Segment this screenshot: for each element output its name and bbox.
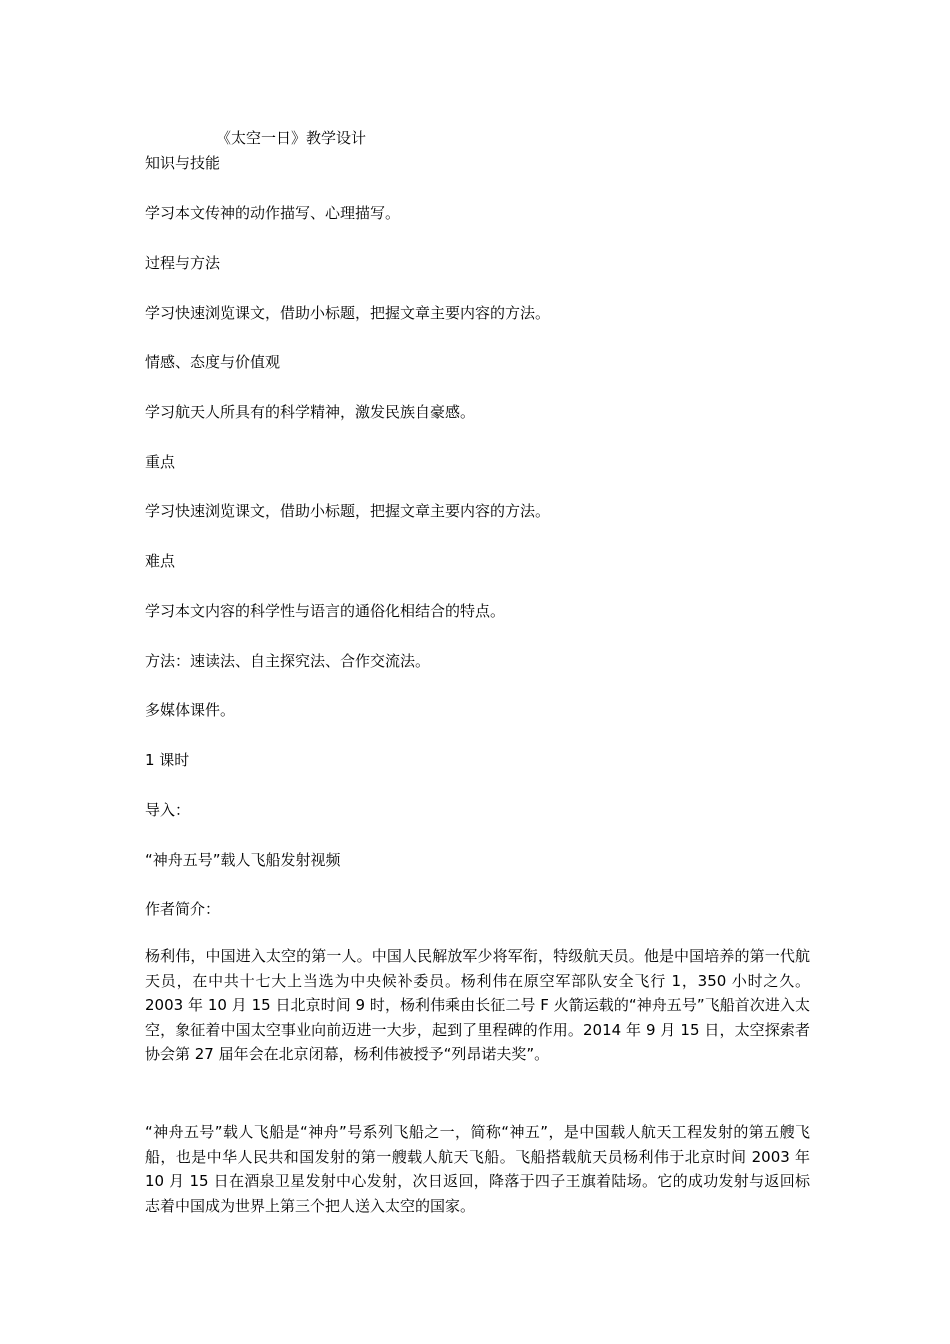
paragraph-shenzhou-five: “神舟五号”载人飞船是“神舟”号系列飞船之一，简称“神五”，是中国载人航天工程发射的第五艘飞船，也是中华人民共和国发射的第一艘载人航天飞船。飞船搭载航天员杨利伟于北京时间 2003 年 10 月 15 日在酒泉卫星发射中心发射，次日返回，降落于四子王旗着陆场。它的成功发射与返回标志着中国成为世界上第三个把人送入太空的国家。 (145, 1123, 810, 1215)
heading-author: 作者简介： (145, 900, 221, 918)
heading-intro: 导入： (145, 801, 191, 819)
text-line: 学习快速浏览课文，借助小标题，把握文章主要内容的方法。 (145, 502, 551, 520)
text-line: 学习本文内容的科学性与语言的通俗化相结合的特点。 (145, 602, 506, 620)
text-line: 方法：速读法、自主探究法、合作交流法。 (145, 652, 431, 670)
text-line: 1 课时 (145, 751, 190, 769)
heading-knowledge-skills: 知识与技能 (145, 154, 221, 172)
document-title: 《太空一日》教学设计 (216, 129, 367, 147)
heading-emotion-values: 情感、态度与价值观 (145, 353, 281, 371)
text-line: “神舟五号”载人飞船发射视频 (145, 851, 341, 869)
text-line: 多媒体课件。 (145, 701, 236, 719)
paragraph-author-bio: 杨利伟，中国进入太空的第一人。中国人民解放军少将军衔，特级航天员。他是中国培养的第一代航天员，在中共十七大上当选为中央候补委员。杨利伟在原空军部队安全飞行 1，350 小时之久。2003 年 10 月 15 日北京时间 9 时，杨利伟乘由长征二号 F 火箭运载的“神舟五号”飞船首次进入太空，象征着中国太空事业向前迈进一大步，起到了里程碑的作用。2014 年 9 月 15 日，太空探索者协会第 27 届年会在北京闭幕，杨利伟被授予“列昂诺夫奖”。 (145, 947, 810, 1063)
text-line: 学习快速浏览课文，借助小标题，把握文章主要内容的方法。 (145, 304, 551, 322)
text-line: 学习航天人所具有的科学精神，激发民族自豪感。 (145, 403, 476, 421)
heading-process-method: 过程与方法 (145, 254, 221, 272)
heading-key-point: 重点 (145, 453, 176, 471)
heading-difficulty: 难点 (145, 552, 176, 570)
text-line: 学习本文传神的动作描写、心理描写。 (145, 204, 401, 222)
